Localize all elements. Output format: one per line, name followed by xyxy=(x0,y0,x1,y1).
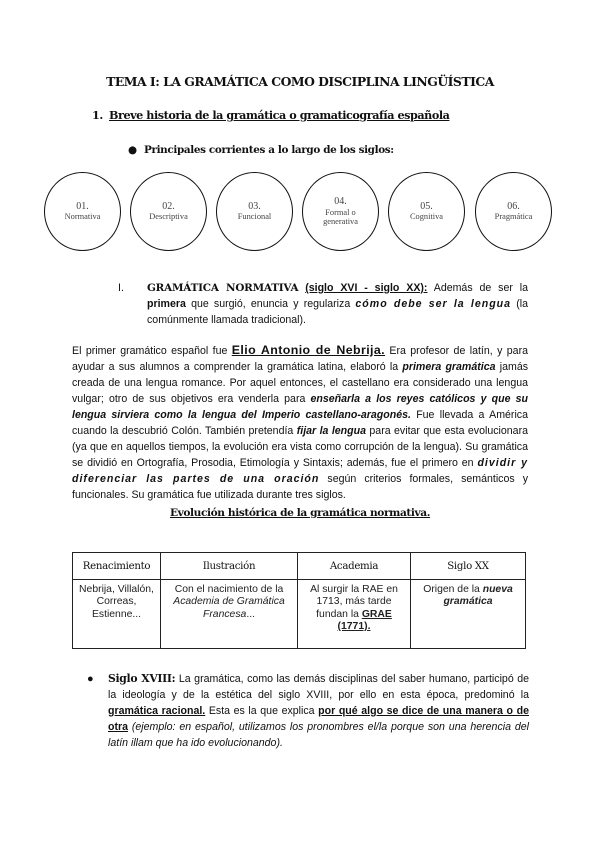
siglo-xviii-label: Siglo XVIII: xyxy=(108,672,176,685)
header-academia: Academia xyxy=(298,553,411,580)
current-label: Funcional xyxy=(237,212,272,222)
bullet-intro-text: Principales corrientes a lo largo de los siglos: xyxy=(144,144,394,156)
header-renacimiento: Renacimiento xyxy=(73,553,161,580)
emphasis-ensenarla: enseñarla a los reyes católicos y que su lengua sirviera como la lengua del Imperio castellano-aragonés. xyxy=(72,393,528,421)
text-run: jamás creada de una lengua romance. Por aquel entonces, el castellano era considerado una lengua vulgar; otro de sus objetivos era venderla para xyxy=(72,361,529,405)
table-subtitle: Evolución histórica de la gramática normativa. xyxy=(169,507,431,519)
section-i-heading: GRAMÁTICA NORMATIVA xyxy=(147,282,299,294)
currents-diagram xyxy=(0,170,600,256)
cell-bold-underline: GRAE (1771). xyxy=(337,608,392,633)
text-run: para evitar que esta evolucionara (ya que en aquellos tiempos, la evolución era vista como corrupción de la lengua). Su gramática se dividió en Ortografía, Prosodia, Etimología y Sintaxis; además, fue el primero en xyxy=(72,425,528,469)
bullet-icon: ● xyxy=(128,144,137,156)
current-circle xyxy=(216,172,293,251)
current-label: Formal o generativa xyxy=(323,207,358,227)
cell-text: Con el nacimiento de la xyxy=(174,584,284,595)
cell-bold-italic: nueva gramática xyxy=(443,584,513,608)
roman-numeral: I. xyxy=(118,282,124,294)
document-title: TEMA I: LA GRAMÁTICA COMO DISCIPLINA LINGÜÍSTICA xyxy=(106,74,494,89)
current-circle xyxy=(130,172,207,251)
emphasis-primera-gramatica: primera gramática xyxy=(402,361,496,373)
text-run: que surgió, enuncia y regulariza xyxy=(185,298,356,310)
emphasis-como: cómo debe ser la lengua xyxy=(355,298,512,310)
cell-italic: Academia de Gramática Francesa xyxy=(173,596,285,620)
emphasis-racional: gramática racional. xyxy=(108,705,206,717)
emphasis-dividir: dividir y diferenciar las partes de una oración xyxy=(72,457,529,485)
text-run: El primer gramático español fue xyxy=(72,345,232,357)
text-run: según criterios formales, semánticos y funcionales. Su gramática fue utilizada durante tres siglos. xyxy=(72,473,529,501)
table-header-row xyxy=(73,553,526,580)
cell-ilustracion xyxy=(161,580,298,649)
text-run: Era profesor de latín, y para ayudar a sus alumnos a comprender la gramática latina, elaboró la xyxy=(72,345,528,373)
current-number: 02. xyxy=(162,200,175,212)
text-run: La gramática, como las demás disciplinas del saber humano, participó de la ideología y de la estética del siglo XVIII, por ello en esta época, predominó la xyxy=(108,673,529,701)
nebrija-name: Elio Antonio de Nebrija. xyxy=(231,343,386,357)
cell-siglo-xx xyxy=(411,580,526,649)
table-row xyxy=(73,580,526,649)
current-number: 05. xyxy=(420,200,433,212)
bullet-icon: ● xyxy=(87,673,94,685)
nebrija-paragraph xyxy=(72,342,528,503)
bullet-siglo-xviii-body xyxy=(108,671,529,751)
section-heading-1 xyxy=(92,108,449,122)
cell-text: Nebrija, Villalón, Correas, Estienne... xyxy=(79,584,154,620)
emphasis-porque: por qué algo se dice de una manera o de otra xyxy=(108,705,529,733)
current-label: Cognitiva xyxy=(409,212,444,222)
current-label: Descriptiva xyxy=(149,212,188,222)
current-number: 06. xyxy=(507,200,520,212)
section-i-body xyxy=(147,280,528,328)
current-circle xyxy=(44,172,121,251)
current-circle xyxy=(388,172,465,251)
section-gramatica-normativa xyxy=(118,280,528,328)
bullet-intro xyxy=(128,144,394,156)
header-ilustracion: Ilustración xyxy=(161,553,298,580)
header-siglo-xx: Siglo XX xyxy=(411,553,526,580)
section-i-period: (siglo XVI - siglo XX): xyxy=(305,282,428,294)
text-run: (la comúnmente llamada tradicional). xyxy=(147,298,528,326)
current-label: Normativa xyxy=(64,212,101,222)
cell-text: Origen de la xyxy=(423,584,483,595)
current-number: 01. xyxy=(76,200,89,212)
evolution-table xyxy=(72,552,526,649)
text-run: Fue llevada a América cuando la descubrió Colón. También pretendía xyxy=(72,409,528,437)
cell-renacimiento xyxy=(73,580,161,649)
text-run: Esta es la que explica xyxy=(205,705,319,717)
current-number: 03. xyxy=(248,200,261,212)
bullet-siglo-xviii xyxy=(87,671,529,751)
cell-text: ... xyxy=(246,608,255,620)
section-heading-text: Breve historia de la gramática o gramaticografía española xyxy=(109,108,450,122)
cell-academia xyxy=(298,580,411,649)
current-label: Pragmática xyxy=(494,212,533,222)
emphasis-primera: primera xyxy=(147,298,186,310)
current-number: 04. xyxy=(334,196,347,208)
section-number: 1. xyxy=(92,108,103,122)
text-run: Además de ser la xyxy=(427,282,528,294)
cell-text: Al surgir la RAE en 1713, más tarde fundan la xyxy=(310,584,398,620)
current-circle xyxy=(302,172,379,251)
current-circle xyxy=(475,172,552,251)
example-text: (ejemplo: en español, utilizamos los pronombres el/la porque son una herencia del latín illam que ha ido evolucionando). xyxy=(108,721,529,749)
emphasis-fijar: fijar la lengua xyxy=(296,425,366,437)
